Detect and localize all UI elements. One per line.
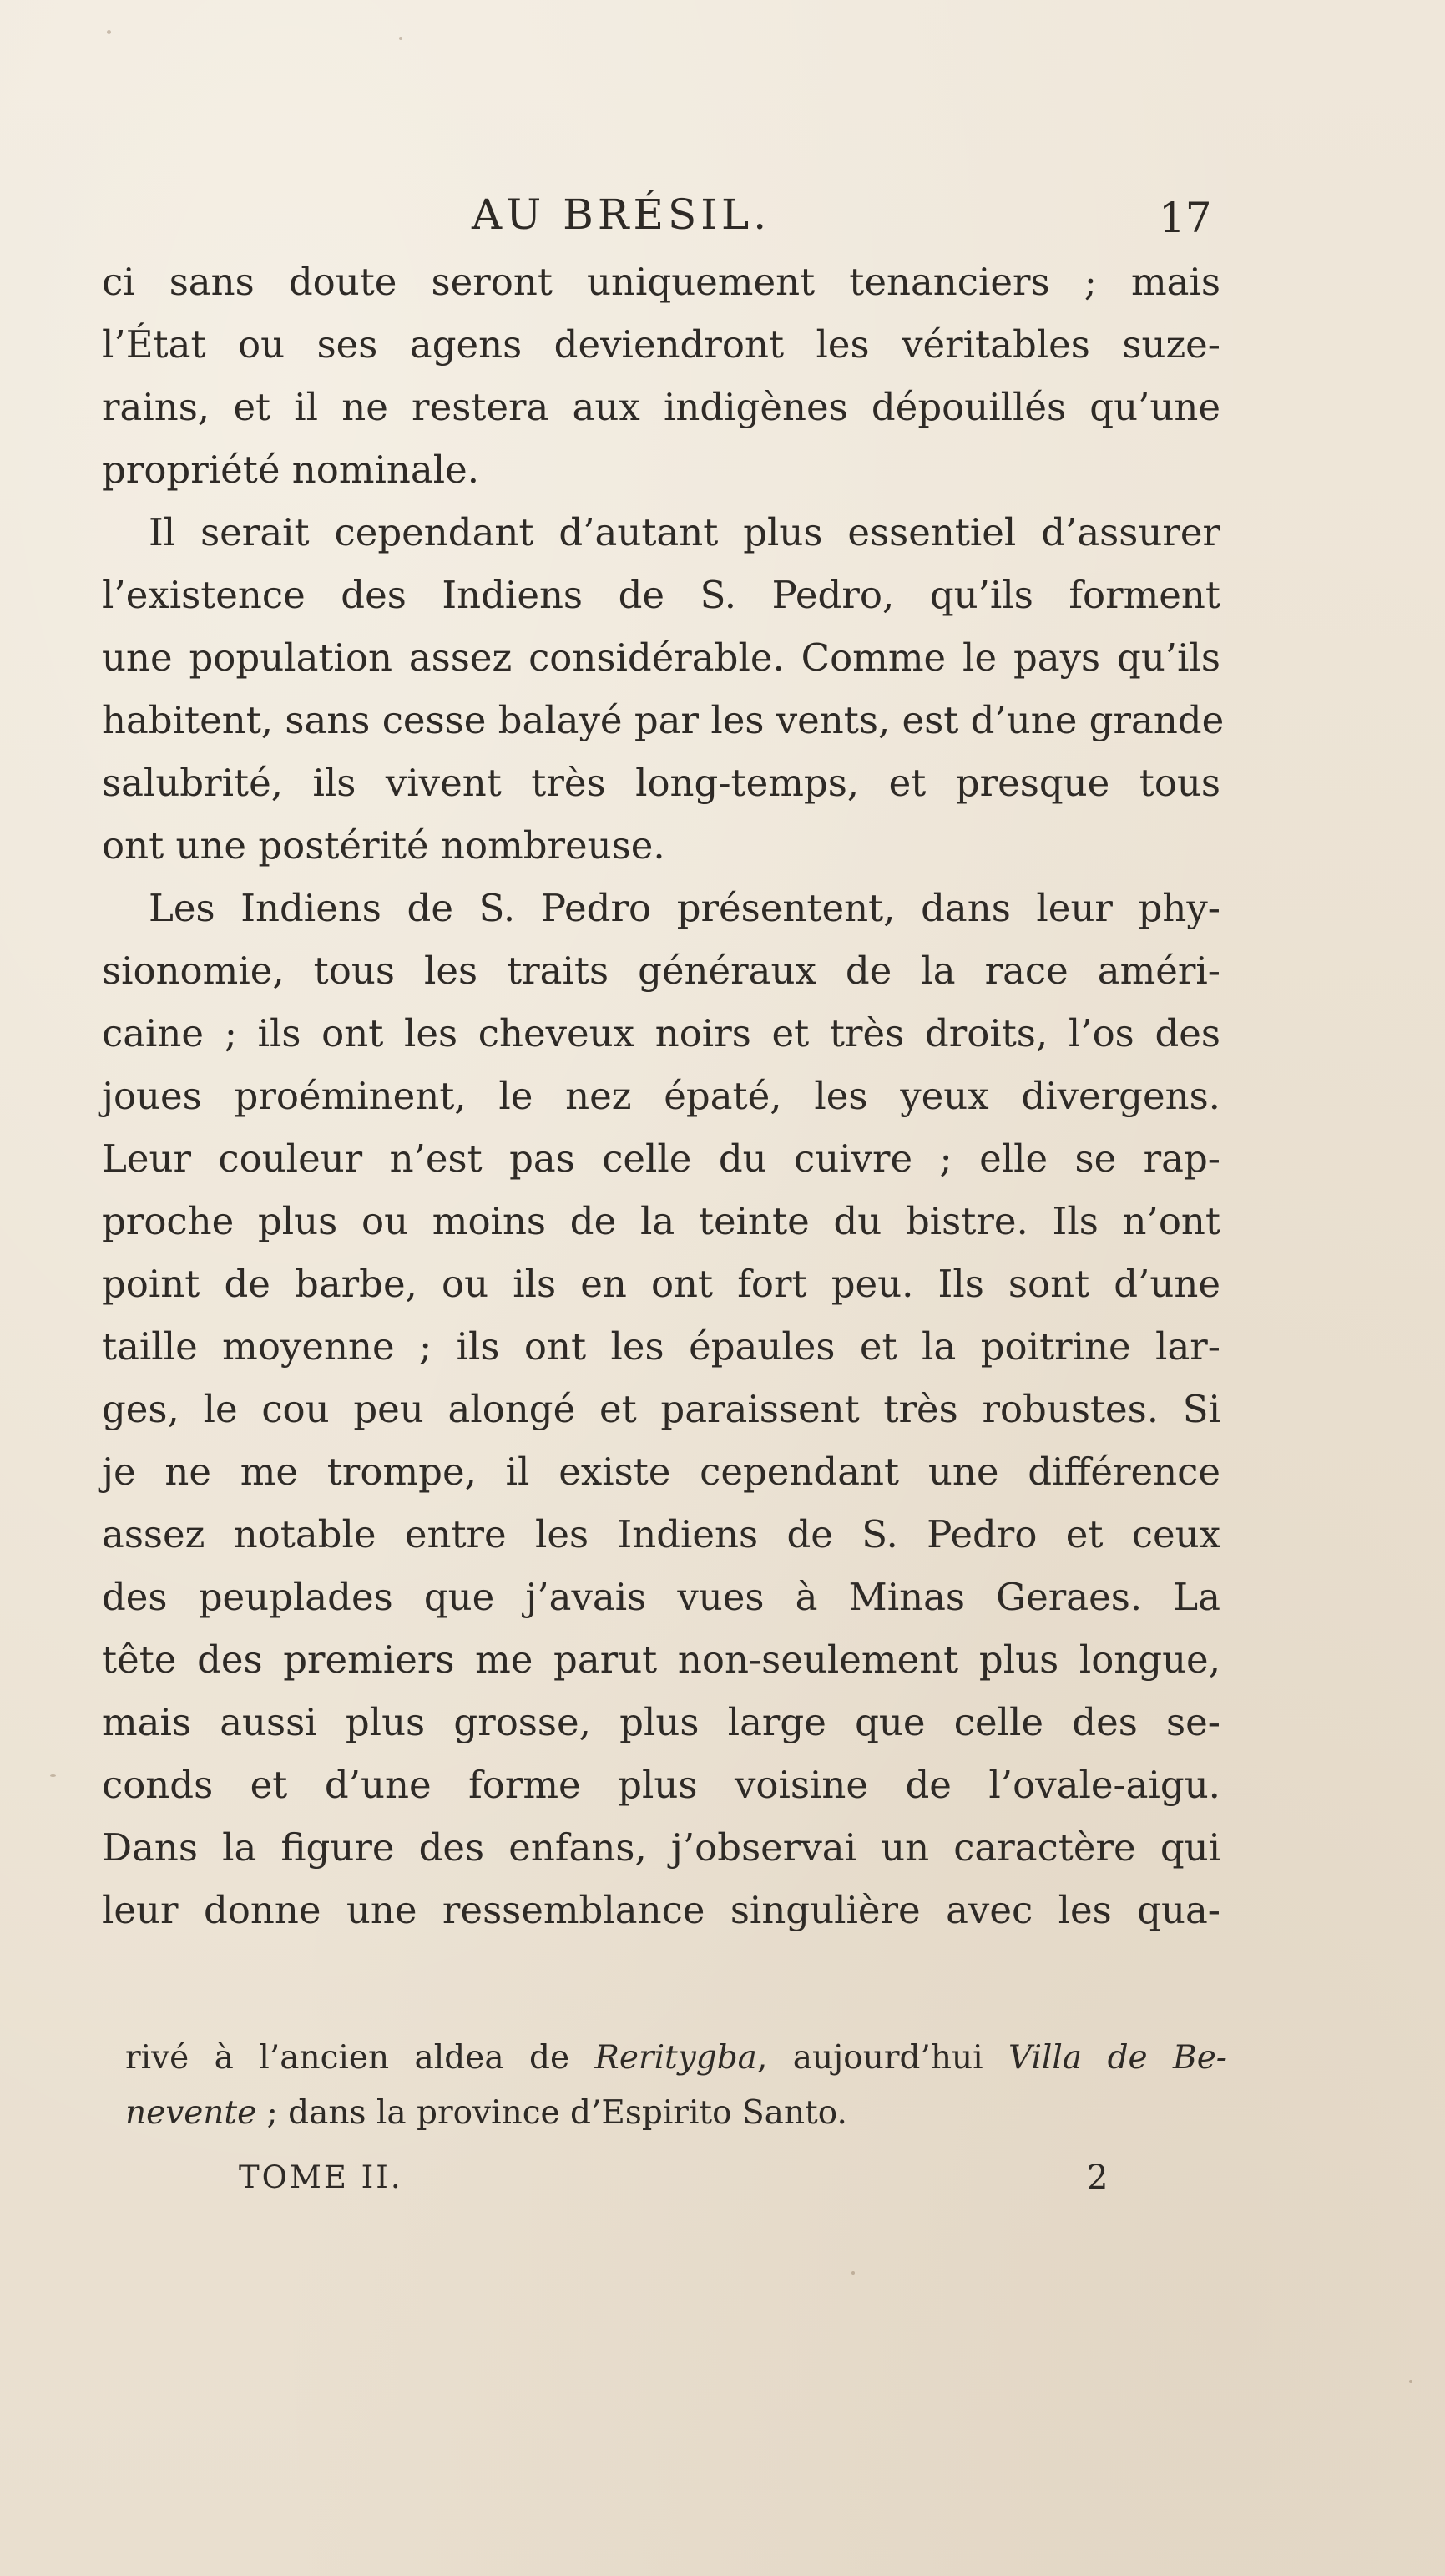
- text-line: je ne me trompe, il existe cependant une différence: [102, 1450, 1220, 1494]
- volume-label: TOME II.: [239, 2159, 403, 2195]
- text-line: Les Indiens de S. Pedro présentent, dans leur phy-: [149, 886, 1220, 930]
- text-line: assez notable entre les Indiens de S. Pedro et ceux: [102, 1512, 1220, 1556]
- signature-line: [0, 2153, 1445, 2203]
- body-text: [102, 251, 1225, 1941]
- text-line: une population assez considérable. Comme le pays qu’ils: [102, 635, 1220, 680]
- footnote-place-name: Villa de Be-: [1008, 2039, 1227, 2077]
- footnote-line: [125, 2086, 1227, 2141]
- running-head: [0, 185, 1445, 244]
- footnote-text: ; dans la province d’Espirito Santo.: [256, 2094, 847, 2132]
- paper-speck: [851, 2271, 855, 2275]
- paper-speck: [50, 1774, 56, 1777]
- text-line: tête des premiers me parut non-seulement plus longue,: [102, 1637, 1220, 1682]
- text-line: rains, et il ne restera aux indigènes dépouillés qu’une: [102, 385, 1220, 429]
- text-line: conds et d’une forme plus voisine de l’ovale-aigu.: [102, 1763, 1220, 1807]
- paper-speck: [107, 30, 111, 34]
- footnote-place-name: nevente: [125, 2094, 257, 2132]
- text-line: ges, le cou peu alongé et paraissent très robustes. Si: [102, 1387, 1220, 1431]
- footnote-place-name: Reritygba: [594, 2039, 757, 2077]
- text-line: ont une postérité nombreuse.: [102, 823, 665, 868]
- text-line: ci sans doute seront uniquement tenanciers ; mais: [102, 260, 1220, 304]
- signature-mark: 2: [1087, 2158, 1109, 2197]
- text-line: sionomie, tous les traits généraux de la race améri-: [102, 949, 1220, 993]
- paper-speck: [399, 37, 402, 40]
- text-line: l’existence des Indiens de S. Pedro, qu’ils forment: [102, 573, 1220, 617]
- text-line: taille moyenne ; ils ont les épaules et la poitrine lar-: [102, 1324, 1220, 1369]
- text-line: joues proéminent, le nez épaté, les yeux divergens.: [102, 1074, 1220, 1118]
- footnote: [125, 2031, 1227, 2141]
- text-line: Leur couleur n’est pas celle du cuivre ; elle se rap-: [102, 1136, 1220, 1181]
- text-line: salubrité, ils vivent très long-temps, et presque tous: [102, 761, 1220, 805]
- footnote-text: , aujourd’hui: [756, 2039, 1008, 2077]
- text-line: Il serait cependant d’autant plus essentiel d’assurer: [149, 510, 1220, 554]
- text-line: mais aussi plus grosse, plus large que celle des se-: [102, 1700, 1220, 1744]
- running-title: AU BRÉSIL.: [472, 190, 771, 239]
- paper-speck: [1409, 2380, 1412, 2383]
- text-line: caine ; ils ont les cheveux noirs et très droits, l’os des: [102, 1011, 1220, 1055]
- footnote-text: rivé à l’ancien aldea de: [125, 2039, 595, 2077]
- text-line: proche plus ou moins de la teinte du bistre. Ils n’ont: [102, 1199, 1220, 1243]
- page-number: 17: [1159, 194, 1212, 242]
- footnote-line: [125, 2031, 1227, 2086]
- text-line: l’État ou ses agens deviendront les véritables suze-: [102, 322, 1220, 367]
- text-line: habitent, sans cesse balayé par les vents, est d’une grande: [102, 698, 1225, 742]
- text-line: leur donne une ressemblance singulière avec les qua-: [102, 1888, 1220, 1932]
- text-line: point de barbe, ou ils en ont fort peu. Ils sont d’une: [102, 1262, 1220, 1306]
- text-line: Dans la figure des enfans, j’observai un caractère qui: [102, 1825, 1220, 1870]
- text-line: des peuplades que j’avais vues à Minas Geraes. La: [102, 1575, 1220, 1619]
- text-line: propriété nominale.: [102, 448, 480, 492]
